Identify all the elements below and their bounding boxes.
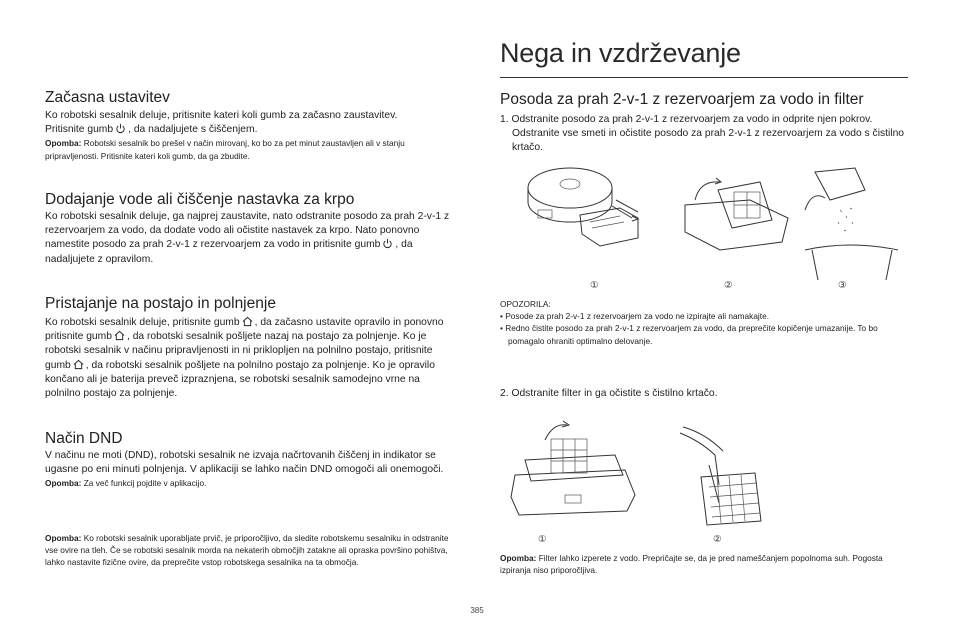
first-use-note [45, 532, 455, 569]
water-body-b: , da nadaljujete z opravilom. [45, 239, 413, 265]
water-body-a: Ko robotski sesalnik deluje, ga najprej zaustavite, nato odstranite posodo za prah 2-v-1 z rezervoarjem za vodo, da dodate vodo ali očistite nastavek za krpo. Nato ponovno namestite posodo za prah 2-v-1 z rezervoarjem za vodo in pritisnite gumb [45, 211, 450, 251]
title-divider [500, 77, 908, 78]
first-use-note-text: Ko robotski sesalnik uporabljate prvič, je priporočljivo, da sledite robotskemu sesalniku in odstranite vse ovire na tleh. Če se robotski sesalnik morda na nekaterih območjih zatakne ali opraska površino pohištva, lahko nastavite fizične ovire, da preprečite vstop robotskega sesalnika na ta območja. [45, 533, 449, 568]
home-icon [114, 330, 125, 341]
water-section [45, 210, 455, 267]
robot-vacuum-illustration [528, 168, 612, 222]
filter-note [500, 552, 910, 576]
fig2-marker-1: ① [538, 534, 547, 545]
dock-body-b: , da začasno ustavite opravilo in ponovno pritisnite gumb [45, 317, 444, 343]
emptying-dustbin-illustration [805, 168, 898, 280]
dustbin-filter-removal-illustration [511, 421, 635, 515]
fig1-marker-1: ① [590, 280, 599, 291]
fig2-marker-2: ② [713, 534, 722, 545]
fig1-marker-2: ② [724, 280, 733, 291]
warnings-block [500, 298, 910, 347]
warning-item: • Posode za prah 2-v-1 z rezervoarjem za vodo ne izpirajte ali namakajte. [500, 311, 769, 322]
dnd-section [45, 449, 455, 490]
first-use-note-label: Opomba: [45, 533, 82, 543]
step2-text: 2. Odstranite filter in ga očistite s čistilno krtačo. [500, 388, 718, 399]
fig1-marker-3: ③ [838, 280, 847, 291]
page-number: 385 [470, 606, 484, 615]
brush-cleaning-filter-illustration [680, 427, 761, 525]
pause-note-text: Robotski sesalnik bo prešel v način mirovanj, ko bo za pet minut zaustavljen ali v stanju pripravljenosti. Pritisnite kateri koli gumb, da ga zbudite. [45, 138, 405, 161]
dnd-body: V načinu ne moti (DND), robotski sesalnik ne izvaja načrtovanih čiščenj in indikator se ugasne po eni minuti polnjenja. V aplikaciji se lahko način DND omogoči ali onemogoči. [45, 450, 444, 476]
power-icon [115, 123, 126, 134]
dock-body-d: , da robotski sesalnik pošljete na polnilno postajo za polnjenje. Ko je opravilo končano ali je baterija preveč izpraznjena, se robotski sesalnik samodejno vrne na polnilno postajo za polnjenje. [45, 359, 435, 400]
pause-section [45, 109, 455, 162]
page-title: Nega in vzdrževanje [500, 38, 741, 68]
step2 [500, 387, 910, 401]
dnd-note-label: Opomba: [45, 478, 82, 489]
dustbin-open-illustration [685, 178, 788, 250]
dnd-note-text: Za več funkcij pojdite v aplikacijo. [81, 478, 207, 489]
home-icon [73, 359, 84, 370]
dock-body [45, 316, 455, 401]
power-icon [382, 238, 393, 249]
dock-body-c: , da robotski sesalnik pošljete nazaj na postajo za polnjenje. Ko je robotski sesalnik v načinu pripravljenosti in ni priklopljen na polnilno postajo, pritisnite gumb [45, 331, 433, 371]
dustbin-heading: Posoda za prah 2-v-1 z rezervoarjem za vodo in filter [500, 91, 864, 108]
filter-note-text [500, 552, 910, 576]
pause-body [45, 109, 455, 137]
dock-body-a: Ko robotski sesalnik deluje, pritisnite gumb [45, 317, 240, 328]
pause-body-line2b: , da nadaljujete s čiščenjem. [128, 124, 258, 136]
dnd-heading: Način DND [45, 430, 123, 447]
water-heading: Dodajanje vode ali čiščenje nastavka za krpo [45, 191, 355, 208]
first-use-section [45, 532, 455, 569]
water-body [45, 210, 455, 267]
pause-heading: Začasna ustavitev [45, 89, 170, 106]
dock-heading: Pristajanje na postajo in polnjenje [45, 295, 276, 312]
step1 [500, 113, 910, 156]
figure-1-illustration [520, 160, 900, 280]
pause-note [45, 137, 455, 161]
pause-body-line1: Ko robotski sesalnik deluje, pritisnite kateri koli gumb za začasno zaustavitev. [45, 110, 398, 121]
pause-body-line2a: Pritisnite gumb [45, 124, 114, 136]
step1-text: 1. Odstranite posodo za prah 2-v-1 z rezervoarjem za vodo in odprite njen pokrov. Odstranite vse smeti in očistite posodo za prah 2-v-1 z rezervoarjem za vodo s čistilno krtačo. [500, 114, 905, 154]
filter-note-label: Opomba: [500, 553, 537, 563]
figure-2-illustration [505, 415, 765, 530]
dustbin-removal-illustration [580, 200, 638, 246]
filter-note-body: Filter lahko izperete z vodo. Prepričajte se, da je pred nameščanjem popolnoma suh. Pogosta izpiranja niso priporočljiva. [500, 553, 883, 576]
pause-note-label: Opomba: [45, 138, 82, 149]
warning-item: • Redno čistite posodo za prah 2-v-1 z rezervoarjem za vodo, da preprečite kopičenje umazanije. To bo pomagalo ohraniti optimalno delovanje. [500, 323, 878, 346]
dnd-note [45, 477, 455, 489]
home-icon [242, 316, 253, 327]
warnings-label: OPOZORILA: [500, 299, 551, 309]
dock-section [45, 316, 455, 401]
